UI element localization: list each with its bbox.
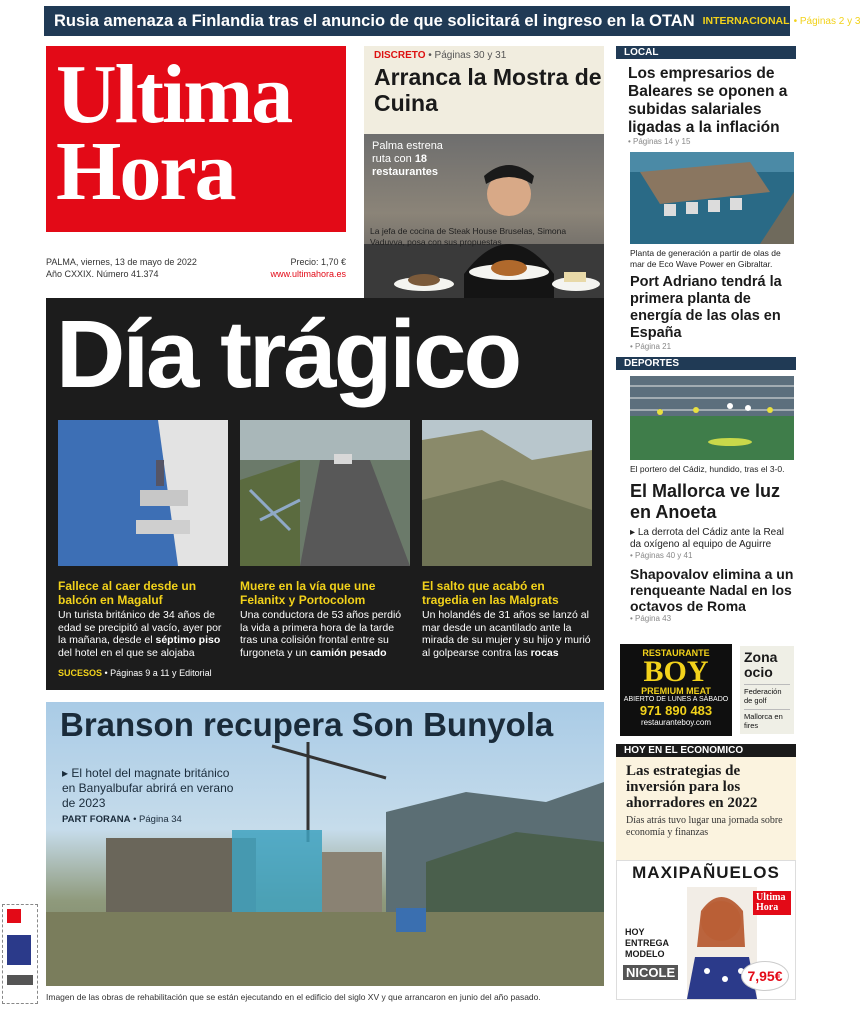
volume: Año CXXIX. Número 41.374 <box>46 269 159 279</box>
promo-title[interactable]: Arranca la Mostra de Cuina <box>374 64 602 116</box>
branson-story[interactable] <box>46 702 604 986</box>
price: Precio: 1,70 € <box>290 257 346 267</box>
story-magaluf-body <box>58 609 228 659</box>
economico-body: Días atrás tuvo lugar una jornada sobre economía y finanzas <box>626 815 783 838</box>
section-economico: HOY EN EL ECONOMICO <box>616 744 796 757</box>
road-accident-photo <box>240 420 410 566</box>
right-column <box>616 46 796 623</box>
local-pages-2: • Página 21 <box>630 342 672 351</box>
maxi-brand: Ultima Hora <box>753 891 791 915</box>
economico-box[interactable] <box>616 744 796 856</box>
ad-web: restauranteboy.com <box>640 718 712 727</box>
zona-item-2: Mallorca en fires <box>744 709 790 730</box>
story-magaluf-tail: del hotel en el que se alojaba <box>58 646 195 659</box>
ad-line1: RESTAURANTE <box>642 648 710 658</box>
top-banner[interactable] <box>44 6 860 36</box>
top-pages: • Páginas 2 y 3 <box>793 15 860 27</box>
branson-deck: ▸ El hotel del magnate británico en Banyalbufar abrirá en verano de 2023 <box>62 766 234 810</box>
deportes-pages-1: • Páginas 40 y 41 <box>630 551 693 560</box>
local-photo-caption: Planta de generación a partir de olas de mar de Eco Wave Power en Gibraltar. <box>630 248 781 269</box>
story-magaluf[interactable] <box>58 420 228 659</box>
logo-line1: Ultima <box>56 48 292 141</box>
promo-pages: • Páginas 30 y 31 <box>428 50 507 61</box>
football-photo <box>630 376 794 460</box>
place-date: PALMA, viernes, 13 de mayo de 2022 <box>46 257 197 267</box>
sucesos-ref[interactable] <box>58 668 212 678</box>
branson-ref[interactable] <box>62 814 182 825</box>
story-felanitx-text: Una conductora de 53 años perdió la vida a primera hora de la tarde tras una colisión frontal entre su furgoneta y un <box>240 609 402 659</box>
section-deportes[interactable]: DEPORTES <box>616 357 796 370</box>
economico-headline[interactable]: Las estrategias de inversión para los ahorradores en 2022 <box>626 763 758 811</box>
left-edge-clip <box>2 904 38 1004</box>
maxi-model: NICOLE <box>623 965 678 980</box>
story-malgrats-bold: rocas <box>530 646 559 659</box>
construction-photo <box>46 702 604 986</box>
promo-photo <box>364 134 604 310</box>
deportes-deck-1: ▸ La derrota del Cádiz ante la Real da oxígeno al equipo de Aguirre <box>630 527 785 550</box>
top-headline[interactable]: Rusia amenaza a Finlandia tras el anuncio de que solicitará el ingreso en la OTAN <box>54 11 695 30</box>
story-magaluf-bold: séptimo piso <box>155 634 221 646</box>
main-story-block[interactable] <box>46 298 604 690</box>
restaurant-boy-ad[interactable] <box>620 644 732 736</box>
story-felanitx-headline[interactable]: Muere en la vía que une Felanitx y Portocolom <box>240 579 376 607</box>
promo-sub-text: Palma estrena ruta con <box>372 140 443 165</box>
deportes-headline-2[interactable]: Shapovalov elimina a un renqueante Nadal en los octavos de Roma <box>630 566 794 614</box>
ad-line2: PREMIUM MEAT <box>641 686 711 696</box>
branson-headline[interactable]: Branson recupera Son Bunyola <box>60 706 554 743</box>
maxipanuelos-promo[interactable] <box>616 860 796 1000</box>
newspaper-logo[interactable] <box>46 46 346 232</box>
maxi-title: MAXIPAÑUELOS <box>632 863 780 882</box>
story-malgrats-body <box>422 609 592 659</box>
flag-fragment-icon <box>3 905 37 1003</box>
story-malgrats-text: Un holandés de 31 años se lanzó al mar desde un acantilado ante la mirada de su mujer y su hijo y murió al golpearse contra las <box>422 609 591 659</box>
branson-caption: Imagen de las obras de rehabilitación que se están ejecutando en el edificio del siglo XV y que arrancaron en junio del año pasado. <box>46 992 541 1002</box>
story-malgrats[interactable] <box>422 420 592 659</box>
deportes-pages-2: • Página 43 <box>630 614 672 623</box>
wave-plant-photo <box>630 152 794 244</box>
sucesos-label: SUCESOS <box>58 668 103 678</box>
zona-title: Zona ocio <box>744 649 778 680</box>
deportes-headline-1[interactable]: El Mallorca ve luz en Anoeta <box>630 481 781 522</box>
local-pages-1: • Páginas 14 y 15 <box>628 137 691 146</box>
economico-content <box>616 757 796 861</box>
main-headline[interactable]: Día trágico <box>56 301 520 408</box>
promo-section: DISCRETO <box>374 50 426 61</box>
ad-hours: ABIERTO DE LUNES A SÁBADO <box>623 696 729 703</box>
promo-caption: La jefa de cocina de Steak House Bruselas, Simona Vaduvva, posa con sus propuestas. <box>370 226 567 247</box>
branson-deck-text: El hotel del magnate británico en Banyalbufar abrirá en verano de 2023 <box>62 766 234 810</box>
branson-section: PART FORANA <box>62 814 131 825</box>
story-felanitx-body <box>240 609 410 659</box>
promo-discreto[interactable] <box>364 46 604 290</box>
branson-pages: • Página 34 <box>133 814 182 825</box>
logo-line2: Hora <box>56 125 235 219</box>
sucesos-pages: • Páginas 9 a 11 y Editorial <box>104 668 212 678</box>
ad-phone: 971 890 483 <box>639 703 713 718</box>
story-magaluf-text: Un turista británico de 34 años de edad se precipitó al vacío, ayer por la mañana, desde el <box>58 609 222 646</box>
story-felanitx[interactable] <box>240 420 410 659</box>
masthead-info <box>46 256 346 280</box>
cliff-photo <box>422 420 592 566</box>
balcony-photo <box>58 420 228 566</box>
ad-brand: BOY <box>643 655 709 688</box>
deportes-photo-caption: El portero del Cádiz, hundido, tras el 3-0. <box>630 464 785 474</box>
story-malgrats-headline[interactable]: El salto que acabó en tragedia en las Malgrats <box>422 579 559 607</box>
local-headline-1[interactable]: Los empresarios de Baleares se oponen a subidas salariales ligadas a la inflación <box>628 65 788 136</box>
promo-sub-bold: 18 restaurantes <box>372 153 439 178</box>
deportes-deck-text: La derrota del Cádiz ante la Real da oxígeno al equipo de Aguirre <box>630 527 785 550</box>
story-magaluf-headline[interactable]: Fallece al caer desde un balcón en Magaluf <box>58 579 197 607</box>
zona-ocio[interactable] <box>740 646 794 734</box>
maxi-text: HOY ENTREGA MODELO <box>625 927 669 959</box>
promo-kicker <box>374 50 506 61</box>
zona-item-1: Federación de golf <box>744 684 790 705</box>
chef-illustration <box>364 134 604 310</box>
maxi-price: 7,95€ <box>741 961 789 991</box>
section-local[interactable]: LOCAL <box>616 46 796 59</box>
top-section: INTERNACIONAL <box>702 15 790 27</box>
local-headline-2[interactable]: Port Adriano tendrá la primera planta de energía de las olas en España <box>630 274 782 341</box>
story-felanitx-bold: camión pesado <box>310 646 387 659</box>
site-url[interactable]: www.ultimahora.es <box>270 269 346 279</box>
